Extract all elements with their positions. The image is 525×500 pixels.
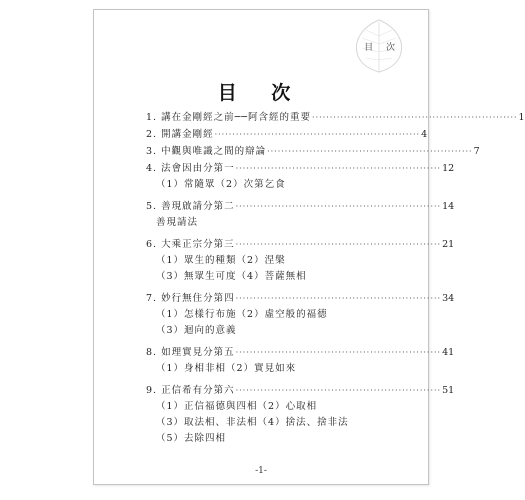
toc-page-number: 34 xyxy=(442,293,455,304)
dot-leader: ·························································· xyxy=(235,348,442,357)
toc-entry-label: 1. 講在金剛經之前──阿含經的重要 xyxy=(146,112,312,123)
running-head: 目 次 xyxy=(364,43,400,53)
dot-leader: ·························································· xyxy=(235,386,442,395)
toc-entry-label: 7. 妙行無住分第四 xyxy=(146,293,235,304)
dot-leader: ·························································· xyxy=(312,113,518,122)
toc-page-number: 4 xyxy=(421,129,428,140)
dot-leader: ·························································· xyxy=(235,240,442,249)
toc-entry-label: 8. 如理實見分第五 xyxy=(146,347,235,358)
toc-entry xyxy=(146,237,455,285)
toc-entry xyxy=(146,144,480,160)
toc-entry xyxy=(146,127,428,143)
toc-entry-label: 3. 中觀與唯識之間的辯論 xyxy=(146,146,267,157)
toc-subentry: （3）取法相、非法相（4）捨法、捨非法 xyxy=(156,417,349,428)
toc-subentry: （1）正信福德與四相（2）心取相 xyxy=(156,401,318,412)
toc-entry xyxy=(146,345,455,377)
toc-entry-label: 2. 開講金剛經 xyxy=(146,129,214,140)
toc-page-number: 41 xyxy=(442,347,455,358)
toc-subentry: （1）怎樣行布施（2）虛空般的福德 xyxy=(156,309,328,320)
toc-subentry: （3）無眾生可度（4）菩薩無相 xyxy=(156,271,307,282)
dot-leader: ·························································· xyxy=(235,202,442,211)
toc-page-number: 12 xyxy=(442,163,455,174)
page-title: 目 次 xyxy=(217,82,305,104)
table-of-contents xyxy=(146,110,525,453)
dot-leader: ·························································· xyxy=(214,130,421,139)
toc-page-number: 51 xyxy=(442,385,455,396)
dot-leader: ·························································· xyxy=(235,164,442,173)
toc-entry xyxy=(146,110,525,126)
toc-page-number: 21 xyxy=(442,239,455,250)
toc-entry xyxy=(146,161,455,193)
book-page xyxy=(93,9,525,485)
page-number: -1- xyxy=(255,466,267,476)
dot-leader: ·························································· xyxy=(235,294,442,303)
toc-subentry: 善現請法 xyxy=(156,217,199,228)
toc-entry xyxy=(146,199,455,231)
toc-entry-label: 5. 善現啟請分第二 xyxy=(146,201,235,212)
toc-subentry: （1）眾生的種類（2）涅槃 xyxy=(156,255,286,266)
toc-subentry: （3）迴向的意義 xyxy=(156,325,237,336)
toc-entry xyxy=(146,383,455,447)
toc-entry xyxy=(146,291,455,339)
toc-page-number: 1 xyxy=(518,112,525,123)
toc-subentry: （5）去除四相 xyxy=(156,433,227,444)
toc-subentry: （1）常隨眾（2）次第乞食 xyxy=(156,179,286,190)
toc-page-number: 14 xyxy=(442,201,455,212)
toc-page-number: 7 xyxy=(473,146,480,157)
toc-entry-label: 6. 大乘正宗分第三 xyxy=(146,239,235,250)
toc-subentry: （1）身相非相（2）實見如來 xyxy=(156,363,297,374)
toc-entry-label: 4. 法會因由分第一 xyxy=(146,163,235,174)
toc-entry-label: 9. 正信希有分第六 xyxy=(146,385,235,396)
dot-leader: ·························································· xyxy=(267,147,473,156)
